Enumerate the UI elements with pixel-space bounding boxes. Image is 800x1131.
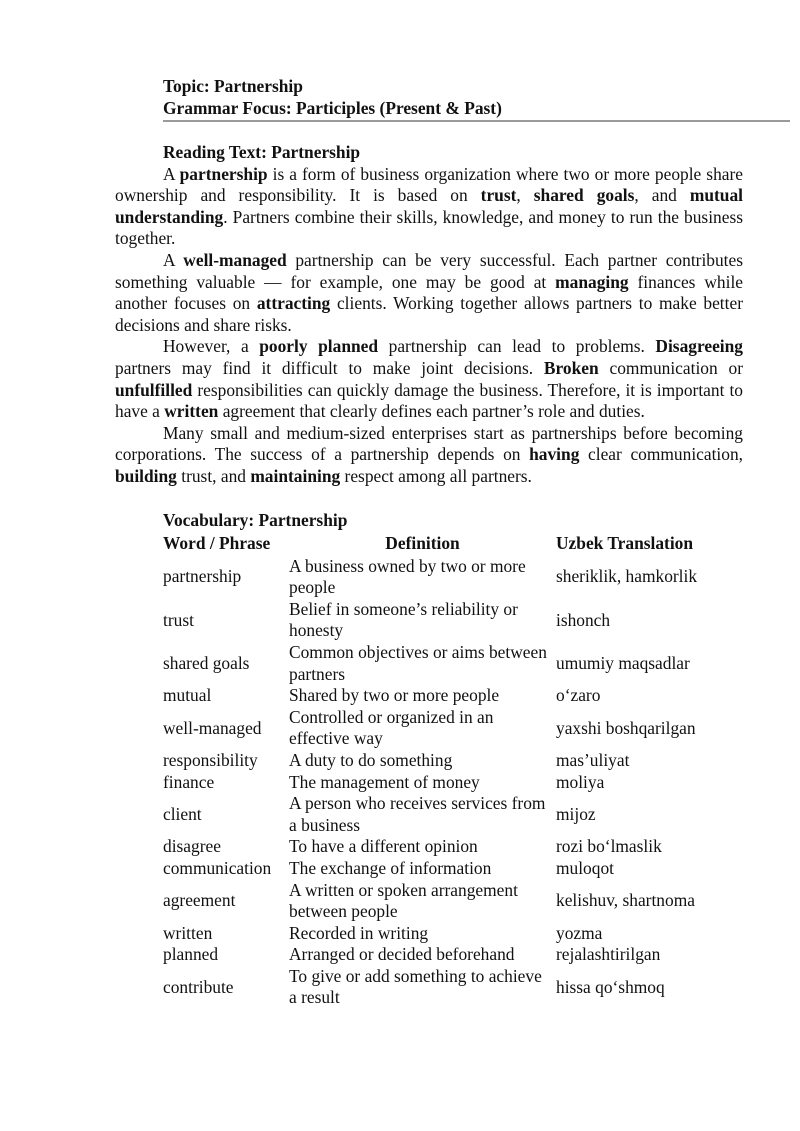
- key-term: Disagreeing: [655, 336, 743, 357]
- key-term: mutual understanding: [115, 185, 744, 227]
- paragraph: Many small and medium-sized enterprises start as partnerships before becoming corporations. The success of a partnership depends on having clear communication, building trust, and maintaining respect among all partners.: [115, 422, 743, 486]
- vocab-word: responsibility: [163, 749, 258, 770]
- vocab-word: finance: [163, 771, 215, 792]
- topic-heading: Topic: Partnership: [163, 76, 303, 96]
- table-body: [163, 556, 723, 1009]
- header: [163, 76, 790, 119]
- table-row: [163, 944, 723, 966]
- reading-title: Reading Text: Partnership: [163, 142, 361, 162]
- vocab-translation: umumiy maqsadlar: [556, 652, 690, 673]
- vocab-definition: Recorded in writing: [289, 922, 429, 943]
- vocab-definition: Common objectives or aims between partners: [289, 641, 547, 684]
- vocab-word: client: [163, 803, 202, 824]
- vocab-definition: Belief in someone’s reliability or honesty: [289, 598, 518, 641]
- table-row: [163, 858, 723, 880]
- vocab-translation: hissa qo‘shmoq: [556, 976, 665, 997]
- key-term: shared goals: [533, 185, 635, 206]
- key-term: having: [529, 444, 580, 465]
- key-term: poorly planned: [259, 336, 379, 357]
- vocab-translation: kelishuv, shartnoma: [556, 890, 695, 911]
- key-term: written: [164, 401, 219, 422]
- key-term: building: [115, 465, 177, 486]
- vocab-word: written: [163, 922, 213, 943]
- reading-section: [115, 142, 743, 488]
- vocab-definition: Arranged or decided beforehand: [289, 944, 515, 965]
- column-header-definition: Definition: [385, 532, 460, 553]
- vocab-definition: Shared by two or more people: [289, 685, 500, 706]
- key-term: maintaining: [250, 465, 341, 486]
- key-term: well-managed: [183, 249, 287, 270]
- key-term: unfulfilled: [115, 379, 193, 400]
- vocab-translation: mijoz: [556, 803, 596, 824]
- table-row: [163, 556, 723, 599]
- vocab-translation: o‘zaro: [556, 685, 601, 706]
- column-header-word: Word / Phrase: [163, 532, 271, 553]
- key-term: trust: [480, 185, 517, 206]
- key-term: partnership: [179, 163, 268, 184]
- table-row: [163, 923, 723, 945]
- table-row: [163, 880, 723, 923]
- paragraph: However, a poorly planned partnership can lead to problems. Disagreeing partners may find it difficult to make joint decisions. Broken communication or unfulfilled responsibilities can quickly damage the business. Therefore, it is important to have a written agreement that clearly defines each partner’s role and duties.: [115, 336, 743, 422]
- vocab-definition: To give or add something to achieve a result: [289, 965, 542, 1008]
- vocab-definition: The exchange of information: [289, 857, 492, 878]
- table-row: [163, 772, 723, 794]
- vocabulary-section: [163, 510, 743, 1009]
- vocab-translation: sheriklik, hamkorlik: [556, 566, 698, 587]
- key-term: managing: [555, 271, 629, 292]
- vocab-word: planned: [163, 944, 219, 965]
- header-divider: [163, 120, 790, 122]
- table-row: [163, 707, 723, 750]
- vocab-definition: To have a different opinion: [289, 836, 478, 857]
- vocab-translation: mas’uliyat: [556, 749, 630, 770]
- vocab-word: mutual: [163, 685, 212, 706]
- vocab-word: partnership: [163, 566, 242, 587]
- vocab-word: disagree: [163, 836, 221, 857]
- vocab-word: well-managed: [163, 717, 262, 738]
- table-row: [163, 836, 723, 858]
- table-row: [163, 750, 723, 772]
- table-row: [163, 966, 723, 1009]
- vocab-definition: A person who receives services from a business: [289, 793, 546, 835]
- table-row: [163, 793, 723, 836]
- vocab-translation: rejalashtirilgan: [556, 944, 661, 965]
- vocabulary-table: [163, 532, 723, 1009]
- table-row: [163, 685, 723, 707]
- table-header-row: [163, 532, 723, 556]
- grammar-focus-heading: Grammar Focus: Participles (Present & Past): [163, 97, 502, 118]
- vocab-word: communication: [163, 857, 272, 878]
- vocabulary-title: Vocabulary: Partnership: [163, 510, 348, 530]
- table-row: [163, 599, 723, 642]
- paragraph: A well-managed partnership can be very successful. Each partner contributes something valuable — for example, one may be good at managing finances while another focuses on attracting clients. Working together allows partners to make better decisions and share risks.: [115, 249, 743, 335]
- vocab-definition: Controlled or organized in an effective way: [289, 706, 494, 749]
- vocab-translation: yozma: [556, 922, 603, 943]
- paragraph: A partnership is a form of business organization where two or more people share ownership and responsibility. It is based on trust, shared goals, and mutual understanding. Partners combine their skills, knowledge, and money to run the business together.: [115, 163, 744, 249]
- vocab-word: shared goals: [163, 652, 250, 673]
- vocab-definition: A duty to do something: [289, 749, 453, 770]
- vocab-word: contribute: [163, 976, 234, 997]
- vocab-translation: muloqot: [556, 857, 614, 878]
- vocab-translation: moliya: [556, 771, 605, 792]
- key-term: attracting: [256, 293, 331, 314]
- vocab-definition: A business owned by two or more people: [289, 555, 526, 598]
- vocab-word: agreement: [163, 890, 236, 911]
- vocab-word: trust: [163, 609, 194, 630]
- vocab-translation: yaxshi boshqarilgan: [556, 717, 696, 738]
- table-row: [163, 642, 723, 685]
- vocab-translation: ishonch: [556, 609, 611, 630]
- key-term: Broken: [543, 357, 599, 378]
- vocab-translation: rozi bo‘lmaslik: [556, 836, 662, 857]
- vocab-definition: The management of money: [289, 771, 480, 792]
- column-header-translation: Uzbek Translation: [556, 532, 694, 553]
- vocab-definition: A written or spoken arrangement between people: [289, 879, 518, 922]
